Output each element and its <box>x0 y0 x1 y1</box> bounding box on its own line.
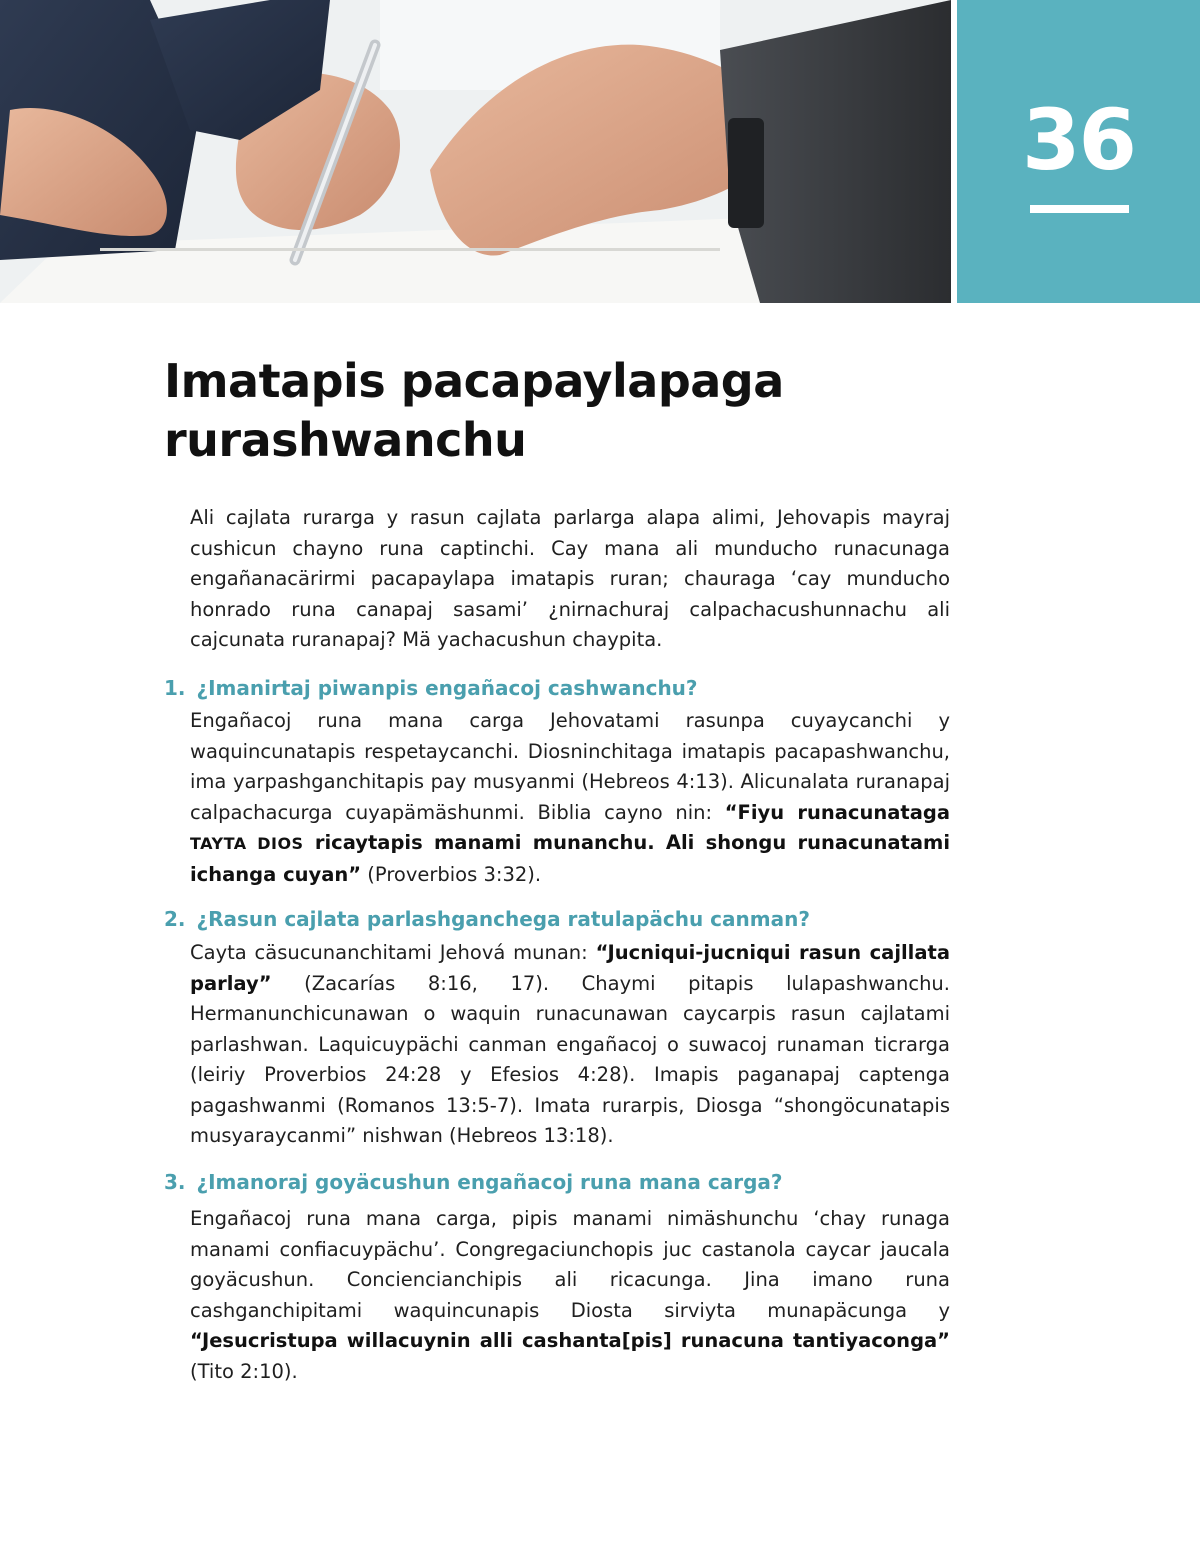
hero-photo <box>0 0 951 303</box>
intro-paragraph: Ali cajlata rurarga y rasun cajlata parlarga alapa alimi, Jehovapis mayraj cushicun chayno runa captinchi. Cay mana ali munducho runacunaga engañanacärirmi pacapaylapa imatapis ruran; chauraga ‘cay munducho honrado runa canapaj sasami’ ¿nirnachuraj calpachacushunnachu ali cajcunata ruranapaj? Mä yachacushun chaypita. <box>190 506 950 651</box>
question-2 <box>164 905 964 933</box>
question-1 <box>164 674 964 702</box>
answer-paragraph-2 <box>190 938 950 1152</box>
question-text: ¿Imanoraj goyäcushun engañacoj runa mana carga? <box>196 1170 783 1194</box>
chapter-number: 36 <box>1022 91 1135 189</box>
title-line-1: Imatapis pacapaylapaga <box>164 354 784 408</box>
question-3 <box>164 1168 964 1196</box>
answer-text: Cayta cäsucunanchitami Jehová munan: <box>190 941 596 964</box>
answer-text-continued: (Zacarías 8:16, 17). Chaymi pitapis lulapashwanchu. Hermanunchicunawan o waquin runacunawan caycarpis rasun cajlatami parlashwan. Laquicuypächi canman engañacoj o suwacoj runaman ticrarga (leiriy Proverbios 24:28 y Efesios 4:28). Imapis paganapaj captenga pagashwanmi (Romanos 13:5-7). Imata rurarpis, Diosga “shongöcunatapis musyaraycanmi” nishwan (Hebreos 13:18). <box>190 971 950 1147</box>
chapter-underline <box>1030 205 1129 213</box>
quote-small-caps: TAYTA DIOS <box>190 834 304 853</box>
scripture-quote: “Jesucristupa willacuynin alli cashanta[pis] runacuna tantiyaconga” <box>190 1329 950 1352</box>
quote-part: ricaytapis manami munanchu. Ali shongu runacunatami ichanga cuyan” <box>190 831 951 886</box>
question-number: 3. <box>164 1170 186 1194</box>
question-number: 2. <box>164 907 186 931</box>
answer-paragraph-1 <box>190 706 950 890</box>
answer-paragraph-3 <box>190 1204 950 1387</box>
question-text: ¿Imanirtaj piwanpis engañacoj cashwanchu? <box>196 676 698 700</box>
quote-part: “Fiyu runacunataga <box>724 800 951 824</box>
scripture-reference: (Tito 2:10). <box>190 1359 298 1383</box>
question-text: ¿Rasun cajlata parlashganchega ratulapächu canman? <box>196 907 810 931</box>
question-number: 1. <box>164 676 186 700</box>
scripture-reference: (Proverbios 3:32). <box>361 862 542 886</box>
title-line-2: rurashwanchu <box>164 413 527 467</box>
scripture-quote: “Jucniqui-jucniqui rasun cajllata parlay” <box>190 941 951 995</box>
answer-text: Engañacoj runa mana carga Jehovatami rasunpa cuyaycanchi y waquincunatapis respetaycanchi. Diosninchitaga imatapis pacapashwanchu, ima yarpashganchitapis pay musyanmi (Hebreos 4:13). Alicunalata ruranapaj calpachacurga cuyapämäshunmi. Biblia cayno nin: <box>190 709 950 824</box>
handshake-signing-illustration <box>0 0 951 303</box>
chapter-badge <box>957 0 1200 303</box>
page-title <box>164 352 924 470</box>
answer-text: Engañacoj runa mana carga, pipis manami nimäshunchu ‘chay runaga manami confiacuypächu’. Congregaciunchopis juc castanola caycar jaucala goyäcushun. Conciencianchipis ali ricacunga. Jina imano runa cashganchipitami waquincunapis Diosta sirviyta munapäcunga y <box>190 1207 950 1322</box>
